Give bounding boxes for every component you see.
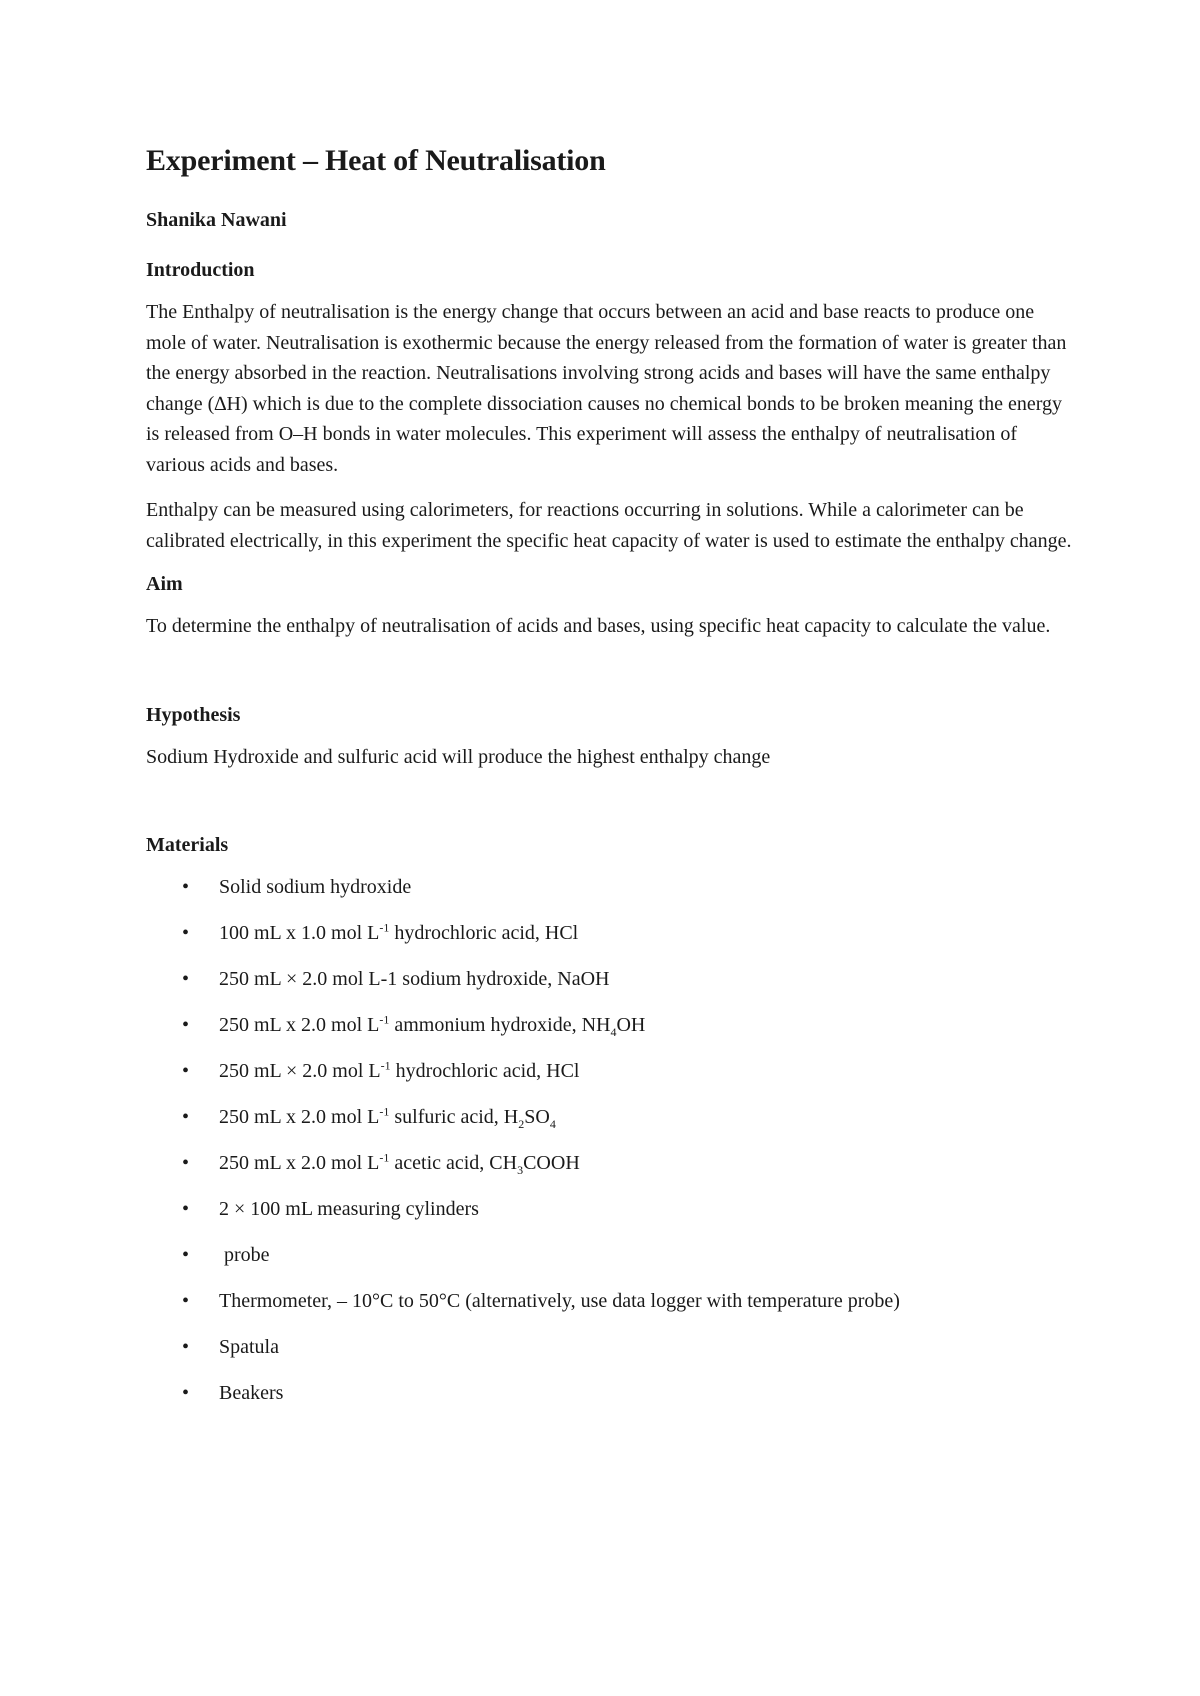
list-item: • 2 × 100 mL measuring cylinders (146, 1194, 1076, 1224)
list-item: • Thermometer, – 10°C to 50°C (alternatively, use data logger with temperature probe) (146, 1286, 1076, 1316)
list-item: • Spatula (146, 1332, 1076, 1362)
bullet-icon: • (182, 876, 190, 898)
author-name: Shanika Nawani (146, 209, 287, 231)
list-item: • Beakers (146, 1378, 1076, 1408)
list-item: • 250 mL x 2.0 mol $L^{-1}$ sulfuric acid, $H_2SO_4$ (146, 1102, 1076, 1132)
aim-heading: Aim (146, 573, 183, 595)
bullet-icon: • (182, 1244, 190, 1266)
introduction-paragraph-2: Enthalpy can be measured using calorimeters, for reactions occurring in solutions. While a calorimeter can be calibrated electrically, in this experiment the specific heat capacity of water is used to estimate the enthalpy change. (146, 499, 1072, 552)
section-spacer (146, 657, 1076, 702)
list-item: • 100 mL x 1.0 mol $L^{-1}$ hydrochloric acid, HCl (146, 918, 1076, 948)
materials-list (146, 872, 1076, 1408)
list-item: • 250 mL × 2.0 mol $L^{-1}$ hydrochloric acid, HCl (146, 1056, 1076, 1086)
introduction-paragraph-1: The Enthalpy of neutralisation is the energy change that occurs between an acid and base reacts to produce one mole of water. Neutralisation is exothermic because the energy released from the formation of water is greater than the energy absorbed in the reaction. Neutralisations involving strong acids and bases will have the same enthalpy change (∆H) which is due to the complete dissociation causes no chemical bonds to be broken meaning the energy is released from O–H bonds in water molecules. This experiment will assess the enthalpy of neutralisation of various acids and bases. (146, 301, 1067, 476)
bullet-icon: • (182, 1290, 190, 1312)
bullet-icon: • (182, 1336, 190, 1358)
bullet-icon: • (182, 1060, 190, 1082)
bullet-icon: • (182, 1198, 190, 1220)
bullet-icon: • (182, 1014, 190, 1036)
bullet-icon: • (182, 1106, 190, 1128)
aim-text: To determine the enthalpy of neutralisation of acids and bases, using specific heat capacity to calculate the value. (146, 615, 1051, 637)
hypothesis-heading: Hypothesis (146, 703, 241, 726)
list-item: • 250 mL × 2.0 mol L-1 sodium hydroxide, NaOH (146, 964, 1076, 994)
document-page (146, 143, 1076, 1424)
bullet-icon: • (182, 1382, 190, 1404)
materials-heading: Materials (146, 834, 229, 856)
list-item: • Solid sodium hydroxide (146, 872, 1076, 902)
list-item: • 250 mL x 2.0 mol $L^{-1}$ ammonium hydroxide, $NH_4OH$ (146, 1010, 1076, 1040)
list-item: • 250 mL x 2.0 mol $L^{-1}$ acetic acid, $CH_3COOH$ (146, 1148, 1076, 1178)
introduction-heading: Introduction (146, 259, 255, 281)
bullet-icon: • (182, 1152, 190, 1174)
hypothesis-text: Sodium Hydroxide and sulfuric acid will produce the highest enthalpy change (146, 745, 771, 768)
document-title: Experiment – Heat of Neutralisation (146, 144, 606, 177)
section-spacer (146, 787, 1076, 832)
list-item: • probe (146, 1240, 1076, 1270)
bullet-icon: • (182, 922, 190, 944)
bullet-icon: • (182, 968, 190, 990)
